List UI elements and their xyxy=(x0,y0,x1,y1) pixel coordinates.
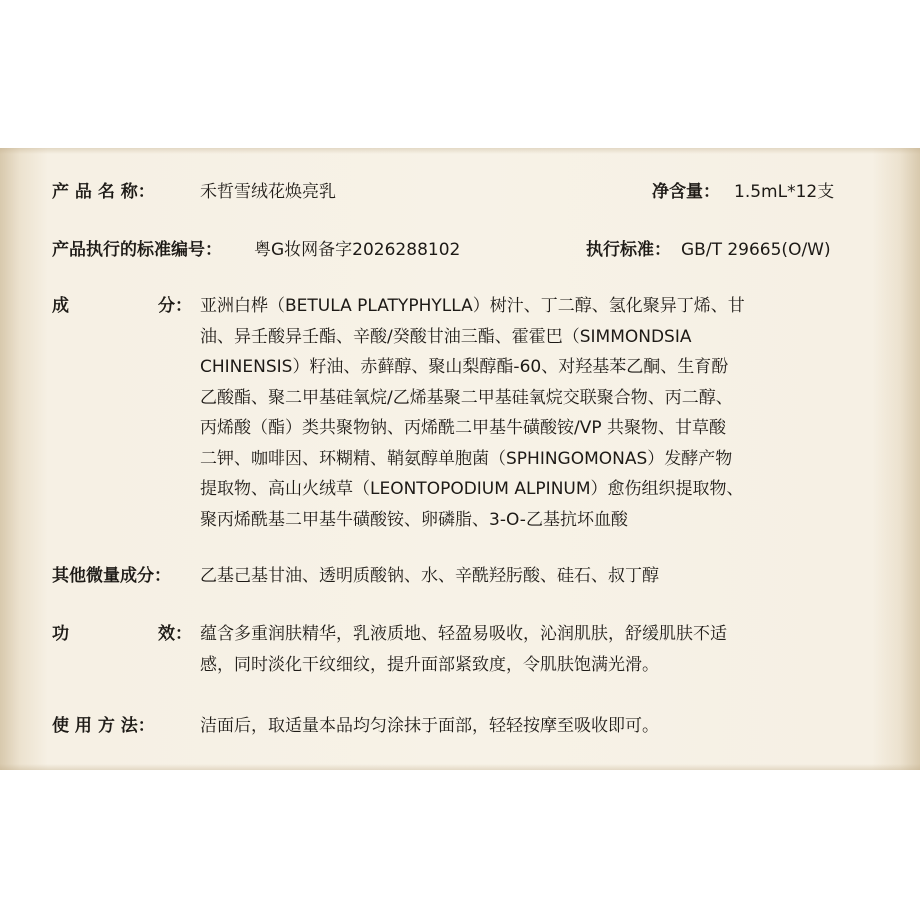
efficacy-label-left: 功 xyxy=(52,624,69,644)
trace-ingredients-value: 乙基己基甘油、透明质酸钠、水、辛酰羟肟酸、硅石、叔丁醇 xyxy=(200,566,659,586)
ingredients-line: 乙酸酯、聚二甲基硅氧烷/乙烯基聚二甲基硅氧烷交联聚合物、丙二醇、 xyxy=(200,387,733,408)
ingredients-label-left: 成 xyxy=(52,296,69,316)
usage-value: 洁面后，取适量本品均匀涂抹于面部，轻轻按摩至吸收即可。 xyxy=(200,716,659,736)
ingredients-line: 丙烯酸（酯）类共聚物钠、丙烯酰二甲基牛磺酸铵/VP 共聚物、甘草酸 xyxy=(200,418,727,438)
product-info-card xyxy=(0,148,920,770)
standard-code-value: 粤G妆网备字2026288102 xyxy=(254,240,461,260)
usage-row xyxy=(52,716,882,738)
efficacy-line: 蕴含多重润肤精华，乳液质地、轻盈易吸收，沁润肌肤，舒缓肌肤不适 xyxy=(200,624,727,644)
efficacy-label xyxy=(52,624,192,646)
ingredients-label-right: 分： xyxy=(158,296,192,316)
standard-code-row xyxy=(52,240,612,262)
usage-label: 使 用 方 法： xyxy=(52,716,155,736)
net-content-value: 1.5mL*12支 xyxy=(734,182,835,202)
product-name-label: 产 品 名 称： xyxy=(52,182,155,202)
efficacy-label-right: 效： xyxy=(158,624,192,644)
ingredients-label xyxy=(52,296,192,318)
net-content-label: 净含量： xyxy=(652,182,720,202)
trace-ingredients-row xyxy=(52,566,882,588)
product-name-value: 禾哲雪绒花焕亮乳 xyxy=(200,182,336,202)
ingredients-text xyxy=(200,291,870,535)
exec-standard-value: GB/T 29665(O/W) xyxy=(681,240,831,260)
efficacy-text xyxy=(200,619,870,680)
trace-ingredients-label: 其他微量成分： xyxy=(52,566,171,586)
ingredients-line: 油、异壬酸异壬酯、辛酸/癸酸甘油三酯、霍霍巴（SIMMONDSIA xyxy=(200,326,692,347)
net-content-row xyxy=(652,182,882,204)
ingredients-line: 聚丙烯酰基二甲基牛磺酸铵、卵磷脂、3-O-乙基抗坏血酸 xyxy=(200,509,628,530)
exec-standard-row xyxy=(586,240,886,262)
exec-standard-label: 执行标准： xyxy=(586,240,671,260)
efficacy-line: 感，同时淡化干纹细纹，提升面部紧致度，令肌肤饱满光滑。 xyxy=(200,654,659,675)
ingredients-line: 提取物、高山火绒草（LEONTOPODIUM ALPINUM）愈伤组织提取物、 xyxy=(200,479,744,499)
standard-code-label: 产品执行的标准编号： xyxy=(52,240,222,260)
product-name-row xyxy=(52,182,612,204)
ingredients-line: 二钾、咖啡因、环糊精、鞘氨醇单胞菌（SPHINGOMONAS）发酵产物 xyxy=(200,448,733,469)
ingredients-line: 亚洲白桦（BETULA PLATYPHYLLA）树汁、丁二醇、氢化聚异丁烯、甘 xyxy=(200,296,745,316)
ingredients-line: CHINENSIS）籽油、赤藓醇、聚山梨醇酯-60、对羟基苯乙酮、生育酚 xyxy=(200,357,729,377)
